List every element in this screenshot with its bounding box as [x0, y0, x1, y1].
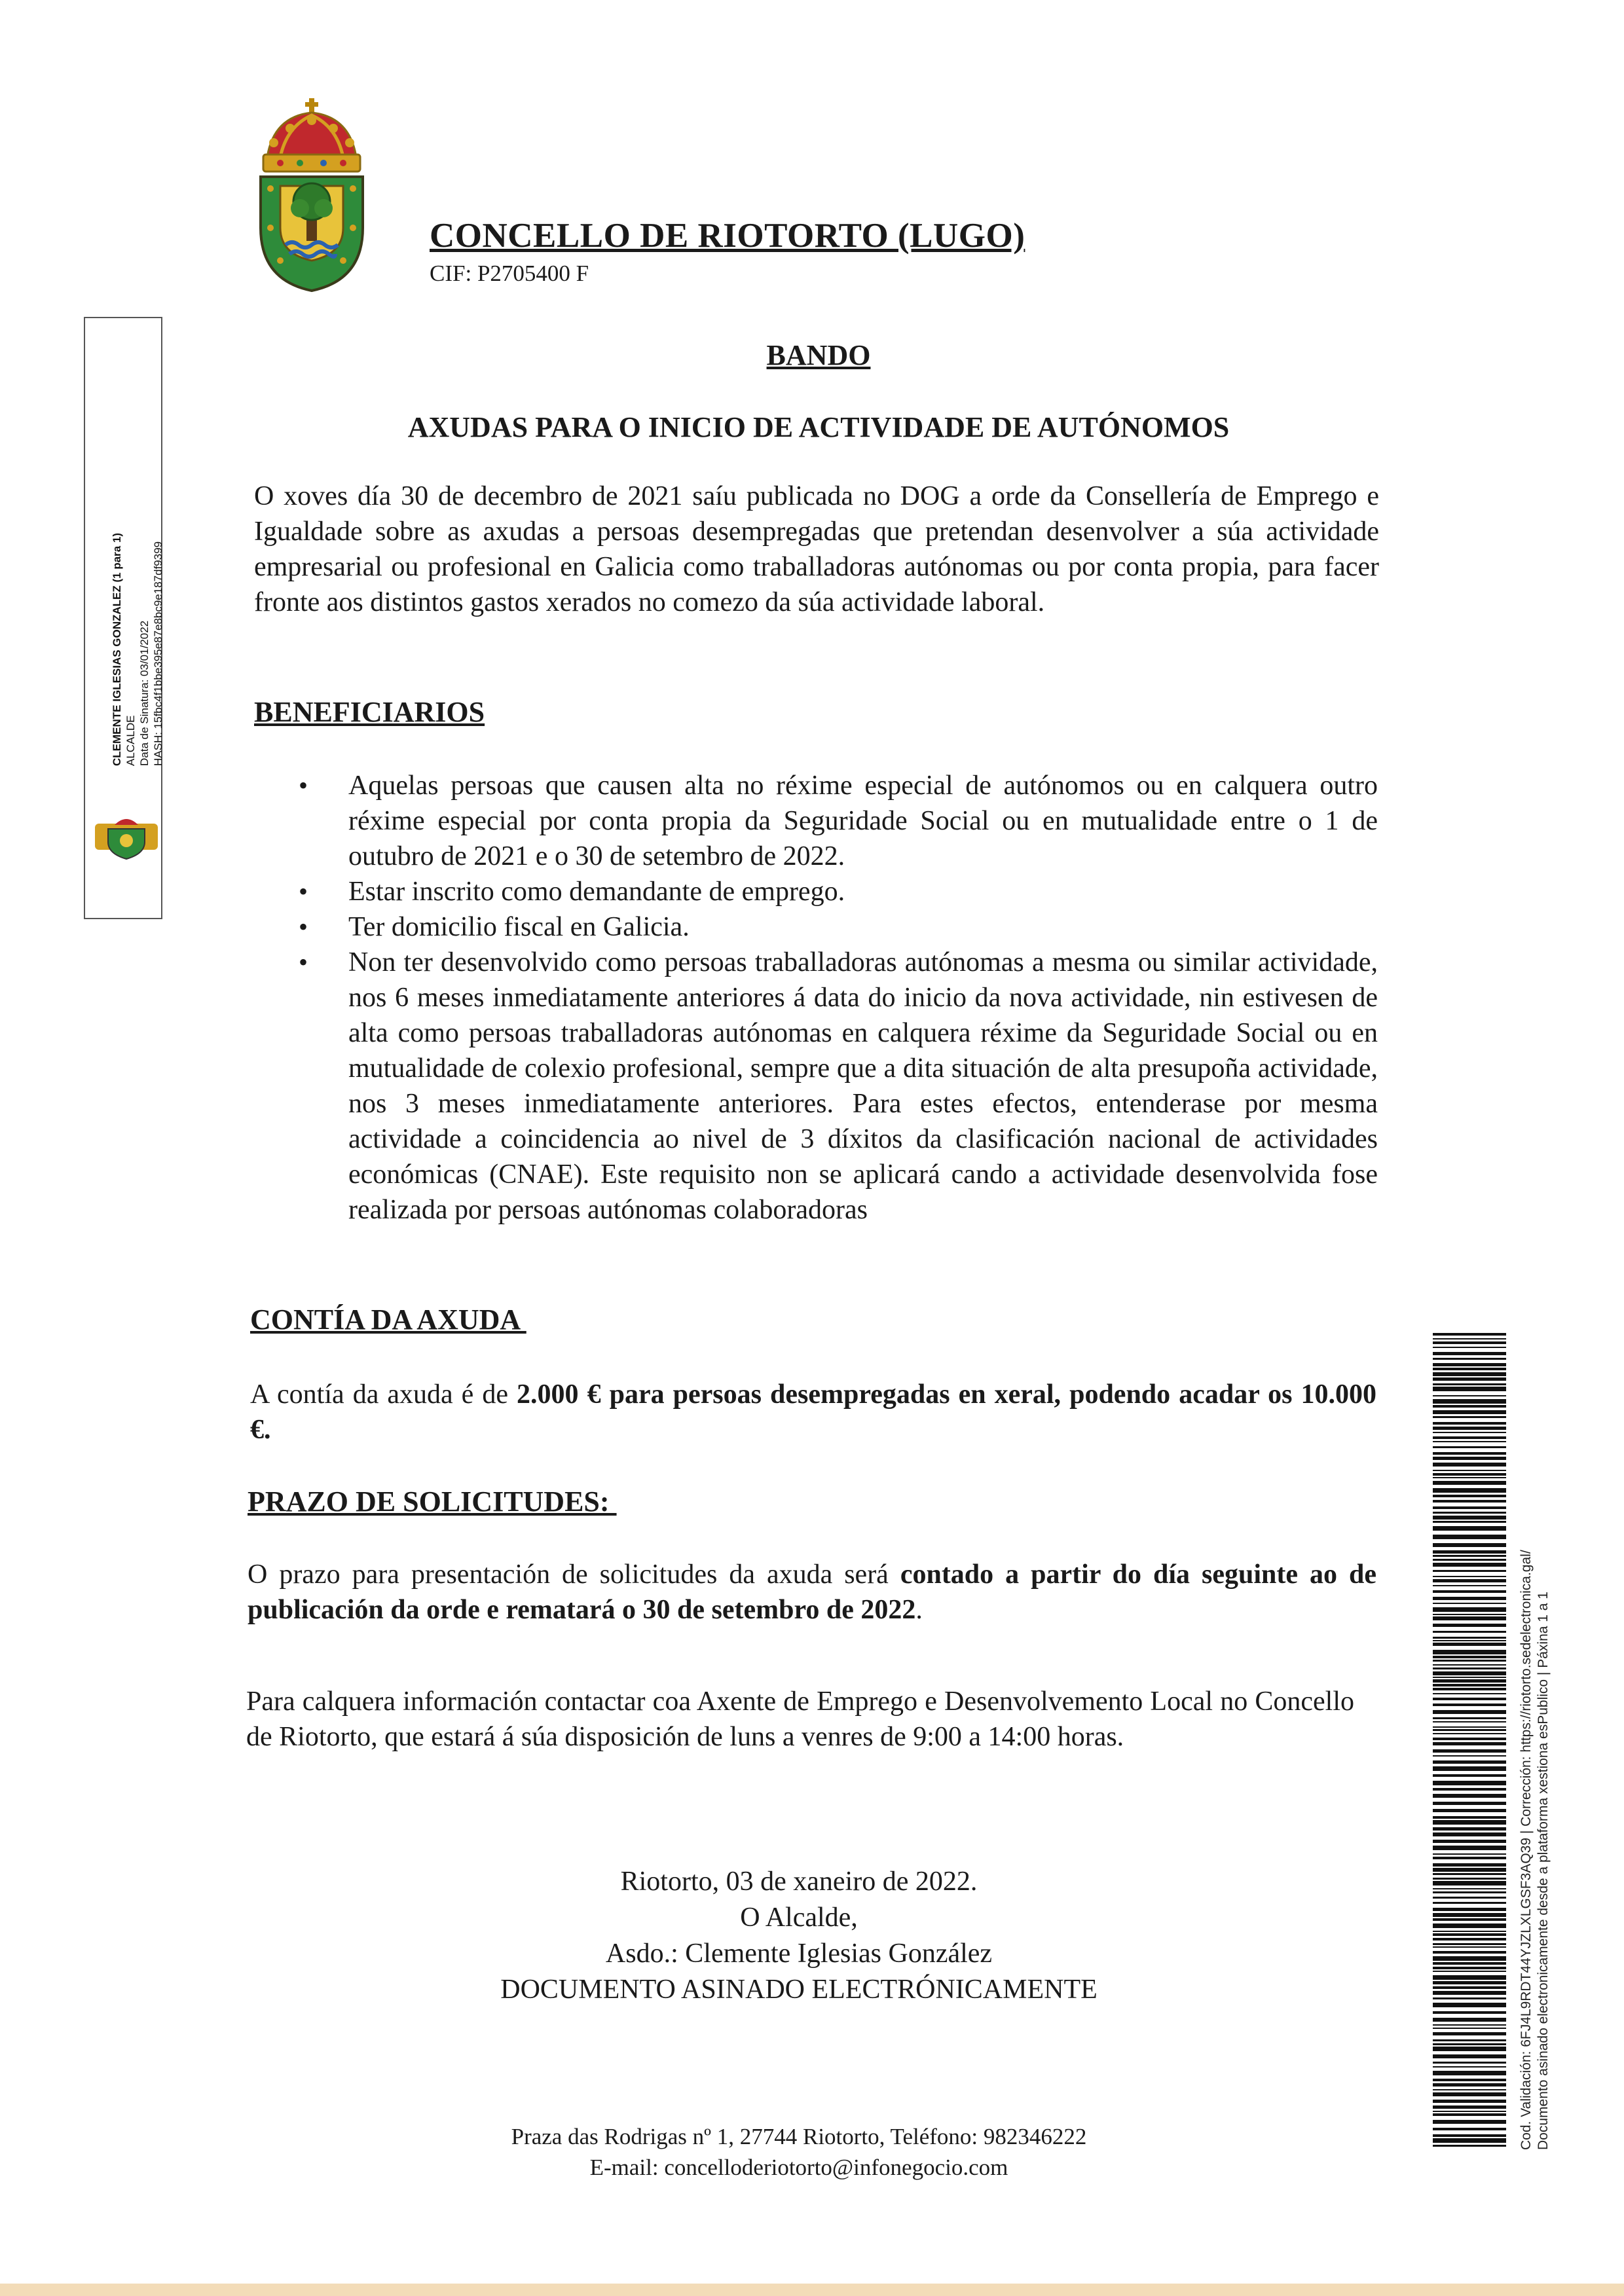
amount-highlight: 2.000 € para persoas desempregadas en xeral, podendo acadar os 10.000 €. [250, 1379, 1376, 1445]
signer-role: ALCALDE [124, 715, 137, 766]
beneficiaries-heading: BENEFICIARIOS [254, 696, 485, 728]
signature-hash: HASH: 15fbc4f1bbe395e87e8bc9e187df9399 [152, 541, 164, 766]
electronic-signature-note: DOCUMENTO ASINADO ELECTRÓNICAMENTE [500, 1975, 1098, 2005]
place-date: Riotorto, 03 de xaneiro de 2022. [620, 1867, 978, 1897]
list-item: • Ter domicilio fiscal en Galicia. [293, 909, 1378, 945]
footer-address: Praza das Rodrigas nº 1, 27744 Riotorto, Teléfono: 982346222 [511, 2124, 1087, 2149]
amount-paragraph [250, 1377, 1376, 1448]
coat-of-arms-logo [254, 97, 369, 293]
validation-code: Cod. Validación: 6FJ4L9RDT44YJZLXLGSF3AQ39 | Corrección: https://riotorto.sedelectronica.gal/ [1519, 1550, 1534, 2150]
list-item: • Non ter desenvolvido como persoas traballadoras autónomas a mesma ou similar actividade, nos 6 meses inmediatamente anteriores á data do inicio da nova actividade, nin estivesen de alta como persoas traballadoras autónomas en calquera réxime da Seguridade Social ou en mutualidade de colexio profesional, sempre que a dita situación de alta presupoña actividade, nos 3 meses inmediatamente anteriores. Para estes efectos, entenderase por mesma actividade a coincidencia ao nivel de 3 díxitos da clasificación nacional de actividades económicas (CNAE). Este requisito non se aplicará cando a actividade desenvolvida fose realizada por persoas autónomas colaboradoras [293, 945, 1378, 1228]
list-item: • Aquelas persoas que causen alta no réxime especial de autónomos ou en calquera outro réxime especial por conta propia da Seguridade Social ou en mutualidade entre o 1 de outubro de 2021 e o 30 de setembro de 2022. [293, 768, 1378, 874]
amount-heading: CONTÍA DA AXUDA [250, 1303, 526, 1336]
signer-title: O Alcalde, [740, 1903, 858, 1933]
intro-paragraph: O xoves día 30 de decembro de 2021 saíu publicada no DOG a orde da Consellería de Emprego e Igualdade sobre as axudas a persoas desempregadas que pretendan desenvolver a súa actividade empresarial ou profesional en Galicia como traballadoras autónomas ou por conta propia, para facer fronte aos distintos gastos xerados no comezo da súa actividade laboral. [254, 481, 1379, 617]
signature-details [110, 491, 165, 766]
beneficiaries-list [293, 768, 1378, 1228]
deadline-text: O prazo para presentación de solicitudes da axuda será [248, 1559, 900, 1590]
signature-crest-icon [95, 811, 158, 863]
closing-block [380, 1864, 1218, 2008]
signer-name: CLEMENTE IGLESIAS GONZALEZ (1 para 1) [111, 532, 123, 766]
organization-cif: CIF: P2705400 F [430, 261, 589, 286]
organization-title: CONCELLO DE RIOTORTO (LUGO) [430, 217, 1025, 255]
signature-date: Data de Sinatura: 03/01/2022 [138, 620, 151, 766]
deadline-paragraph [248, 1557, 1376, 1628]
deadline-highlight: contado a partir do día seguinte ao de publicación da orde e rematará o 30 de setembro de 2022 [248, 1559, 1376, 1625]
amount-text: A contía da axuda é de [250, 1379, 517, 1410]
paper-edge [0, 2284, 1624, 2296]
deadline-heading: PRAZO DE SOLICITUDES: [248, 1485, 617, 1518]
validation-barcode [1433, 1333, 1506, 2147]
document-heading: BANDO [766, 339, 871, 371]
contact-info-paragraph: Para calquera información contactar coa Axente de Emprego e Desenvolvemento Local no Concello de Riotorto, que estará á súa disposición de luns a venres de 9:00 a 14:00 horas. [246, 1686, 1354, 1752]
footer-email: E-mail: concelloderiotorto@infonegocio.com [589, 2155, 1008, 2180]
list-item: • Estar inscrito como demandante de emprego. [293, 874, 1378, 909]
document-subject: AXUDAS PARA O INICIO DE ACTIVIDADE DE AUTÓNOMOS [407, 411, 1230, 443]
page-footer [367, 2121, 1231, 2183]
validation-platform: Documento asinado electronicamente desde a plataforma xestiona esPublico | Páxina 1 a 1 [1536, 1592, 1551, 2150]
validation-text [1518, 1456, 1552, 2150]
signed-by: Asdo.: Clemente Iglesias González [605, 1939, 993, 1969]
deadline-end: . [915, 1595, 923, 1625]
